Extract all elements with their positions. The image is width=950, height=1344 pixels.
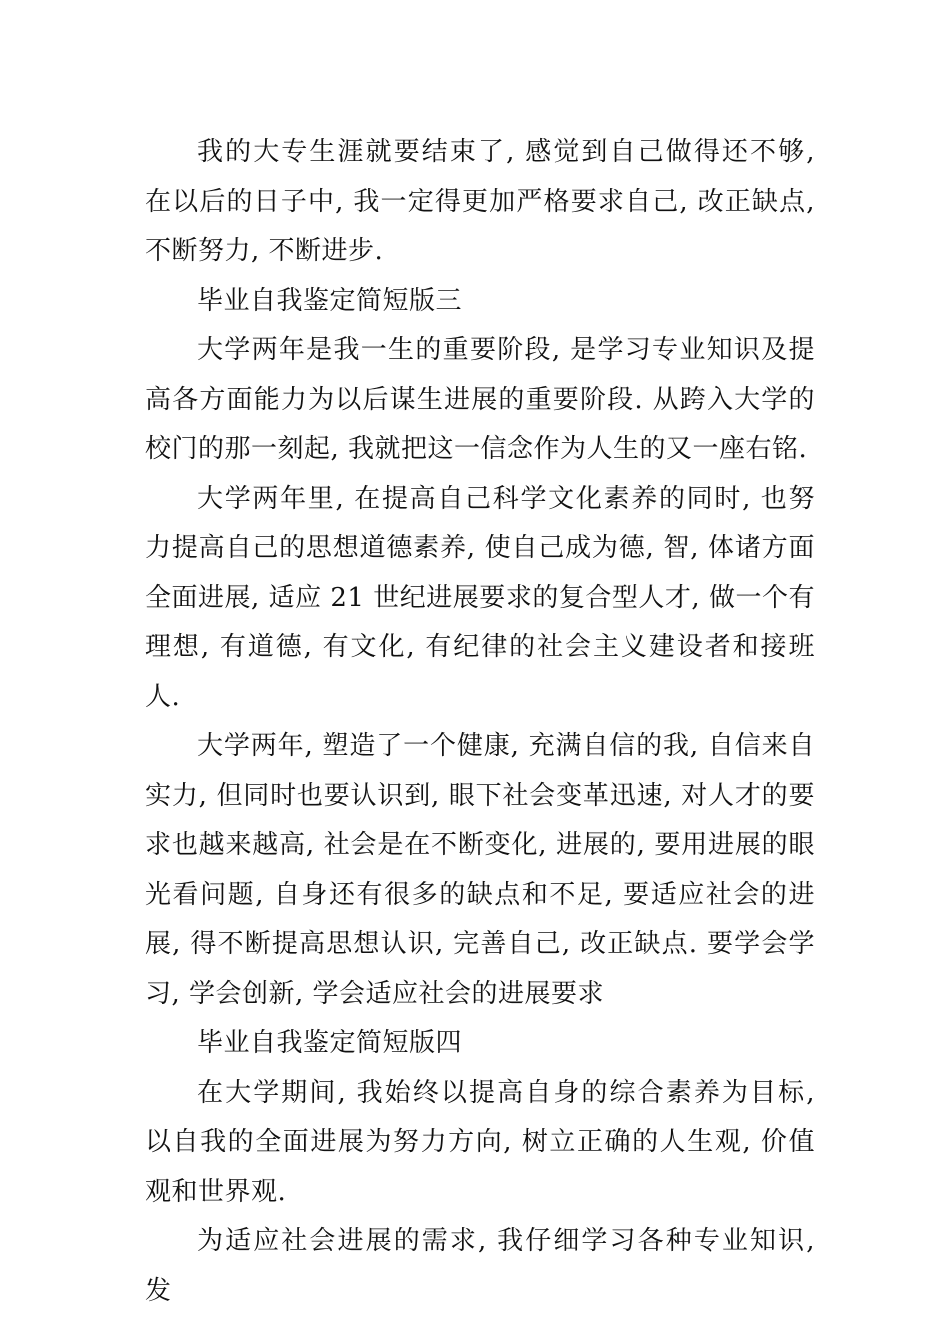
document-body [145,128,824,1316]
paragraph: 在大学期间, 我始终以提高自身的综合素养为目标, 以自我的全面进展为努力方向, 树立正确的人生观, 价值观和世界观. [145,1077,824,1207]
section-heading: 毕业自我鉴定简短版三 [197,285,463,316]
paragraph: 大学两年是我一生的重要阶段, 是学习专业知识及提高各方面能力为以后谋生进展的重要阶段. 从跨入大学的校门的那一刻起, 我就把这一信念作为人生的又一座右铭. [145,335,815,464]
section-heading: 毕业自我鉴定简短版四 [197,1028,463,1058]
paragraph: 大学两年, 塑造了一个健康, 充满自信的我, 自信来自实力, 但同时也要认识到, 眼下社会变革迅速, 对人才的要求也越来越高, 社会是在不断变化, 进展的, 要用进展的眼光看问题, 自身还有很多的缺点和不足, 要适应社会的进展, 得不断提高思想认识, 完善自己, 改正缺点. 要学会学习, 学会创新, 学会适应社会的进展要求 [145,731,815,1009]
paragraph: 我的大专生涯就要结束了, 感觉到自己做得还不够, 在以后的日子中, 我一定得更加严格要求自己, 改正缺点, 不断努力, 不断进步. [145,137,824,266]
paragraph: 大学两年里, 在提高自己科学文化素养的同时, 也努力提高自己的思想道德素养, 使自己成为德, 智, 体诸方面全面进展, 适应 21 世纪进展要求的复合型人才, 做一个有理想, 有道德, 有文化, 有纪律的社会主义建设者和接班人. [145,483,815,712]
paragraph: 为适应社会进展的需求, 我仔细学习各种专业知识, 发 [145,1226,824,1306]
